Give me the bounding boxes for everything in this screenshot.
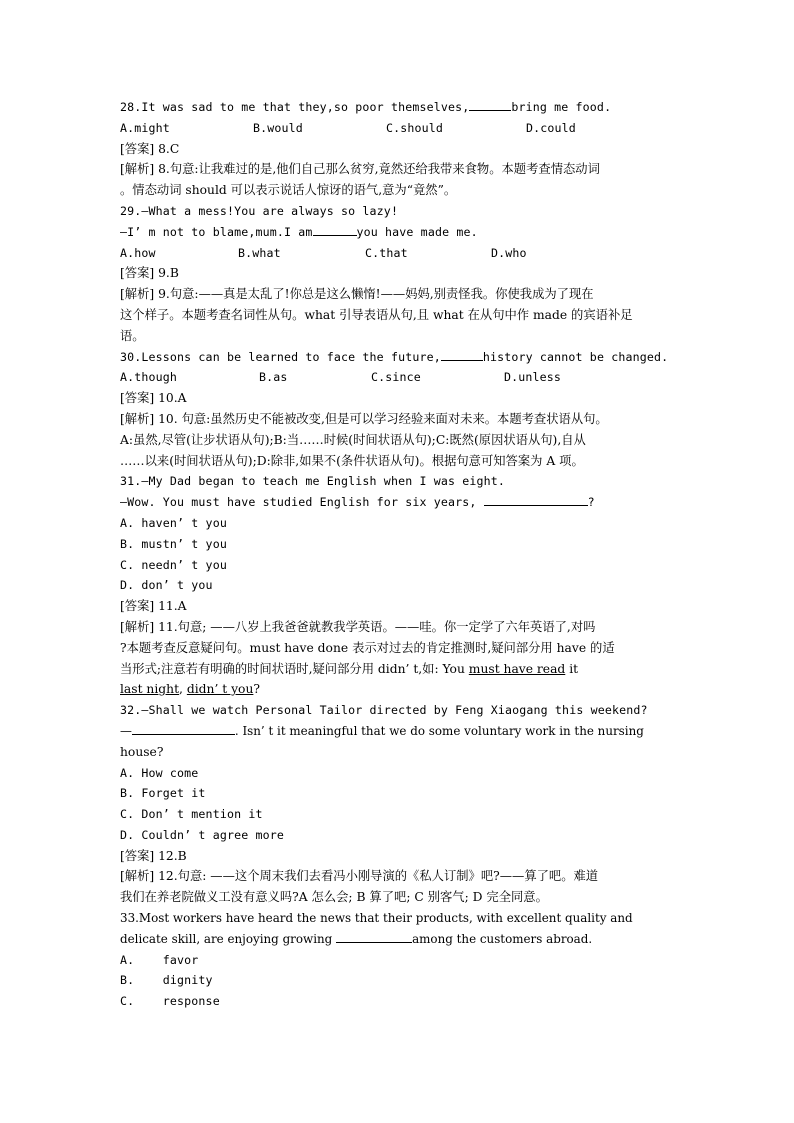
analysis-line: 这个样子。本题考查名词性从句。what 引导表语从句,且 what 在从句中作 made 的宾语补足 — [120, 307, 633, 322]
option: A. haven’ t you — [120, 515, 227, 530]
answer-line: [答案] 8.C — [120, 141, 180, 156]
stem-text: history cannot be changed. — [482, 349, 669, 364]
option: D. Couldn’ t agree more — [120, 827, 284, 842]
option: A.might — [120, 120, 170, 135]
option: C.should — [386, 120, 444, 135]
analysis-line: ……以来(时间状语从句);D:除非,如果不(条件状语从句)。根据句意可知答案为 A 项。 — [120, 453, 584, 468]
example-underlined: didn’ t you — [186, 682, 254, 697]
analysis-line: 当形式;注意若有明确的时间状语时,疑问部分用 didn’ t,如: You must have read it — [120, 661, 579, 676]
stem-text: you have made me. — [356, 224, 478, 239]
option: C. needn’ t you — [120, 557, 227, 572]
analysis-line: 。情态动词 should 可以表示说话人惊讶的语气,意为“竟然”。 — [120, 183, 457, 198]
analysis-line: 我们在养老院做义工没有意义吗?A 怎么会; B 算了吧; C 别客气; D 完全同意。 — [120, 890, 548, 905]
answer-line: [答案] 9.B — [120, 266, 179, 281]
option: C.that — [365, 245, 408, 260]
option: C.since — [371, 370, 421, 385]
answer-blank — [132, 721, 235, 735]
analysis-line: ?本题考查反意疑问句。must have done 表示对过去的肯定推测时,疑问部分用 have 的适 — [120, 640, 615, 655]
stem-text: 28.It was sad to me that they,so poor themselves, — [120, 100, 470, 114]
option: C. response — [120, 994, 220, 1009]
answer-blank — [484, 492, 588, 506]
question-32-line-1: 32.—Shall we watch Personal Tailor directed by Feng Xiaogang this weekend? — [120, 703, 648, 718]
stem-text: ? — [587, 495, 595, 510]
analysis-line: 语。 — [120, 328, 145, 343]
option: D.unless — [504, 370, 562, 385]
question-30-options — [120, 367, 676, 388]
option: A.though — [120, 370, 178, 385]
option: D.who — [491, 245, 527, 260]
option: D. don’ t you — [120, 578, 213, 593]
question-29-line-2 — [120, 222, 676, 243]
question-32-line-2: — . Isn’ t it meaningful that we do some voluntary work in the nursing — [120, 721, 676, 742]
option: D.could — [526, 120, 576, 135]
stem-text: 30.Lessons can be learned to face the future, — [120, 349, 441, 364]
question-28-options — [120, 118, 676, 139]
question-31-line-1: 31.—My Dad began to teach me English when I was eight. — [120, 474, 506, 489]
question-33-line-2: delicate skill, are enjoying growing among the customers abroad. — [120, 929, 676, 950]
answer-blank — [441, 347, 483, 361]
stem-text: bring me food. — [511, 100, 612, 114]
answer-blank — [336, 929, 412, 943]
question-29-line-1: 29.—What a mess!You are always so lazy! — [120, 203, 399, 218]
option: B. Forget it — [120, 786, 206, 801]
question-33-line-1: 33.Most workers have heard the news that their products, with excellent quality and — [120, 911, 633, 926]
analysis-line: [解析] 12.句意: ——这个周末我们去看冯小刚导演的《私人订制》吧?——算了吧。难道 — [120, 869, 599, 884]
option: B. mustn’ t you — [120, 536, 227, 551]
analysis-line: [解析] 11.句意; ——八岁上我爸爸就教我学英语。——哇。你一定学了六年英语了,对吗 — [120, 619, 596, 634]
answer-line: [答案] 10.A — [120, 391, 187, 406]
answer-blank — [469, 97, 511, 111]
option: B.as — [259, 370, 288, 385]
option: B.would — [253, 120, 303, 135]
option: A. How come — [120, 765, 199, 780]
analysis-line: [解析] 8.句意:让我难过的是,他们自己那么贫穷,竟然还给我带来食物。本题考查情态动词 — [120, 162, 600, 177]
question-30-stem — [120, 347, 676, 368]
answer-line: [答案] 12.B — [120, 848, 187, 863]
option: B. dignity — [120, 973, 213, 988]
question-31-line-2 — [120, 492, 676, 513]
option: A. favor — [120, 952, 199, 967]
question-32-line-3: house? — [120, 744, 164, 759]
analysis-line: A:虽然,尽管(让步状语从句);B:当……时候(时间状语从句);C:既然(原因状语从句),自从 — [120, 432, 586, 447]
example-underlined: must have read — [468, 661, 566, 676]
option: C. Don’ t mention it — [120, 807, 263, 822]
document-page — [120, 97, 676, 1012]
example-underlined: last night — [120, 682, 180, 697]
analysis-line: [解析] 9.句意:——真是太乱了!你总是这么懒惰!——妈妈,别责怪我。你使我成为了现在 — [120, 287, 594, 302]
option: A.how — [120, 245, 156, 260]
answer-line: [答案] 11.A — [120, 599, 187, 614]
analysis-line: [解析] 10. 句意:虽然历史不能被改变,但是可以学习经验来面对未来。本题考查状语从句。 — [120, 411, 608, 426]
question-28-stem — [120, 97, 676, 118]
stem-text: —I’ m not to blame,mum.I am — [120, 224, 313, 239]
stem-text: —Wow. You must have studied English for six years, — [120, 495, 484, 510]
analysis-line: last night, didn’ t you? — [120, 682, 260, 697]
answer-blank — [313, 222, 357, 236]
option: B.what — [238, 245, 281, 260]
question-29-options — [120, 243, 676, 264]
